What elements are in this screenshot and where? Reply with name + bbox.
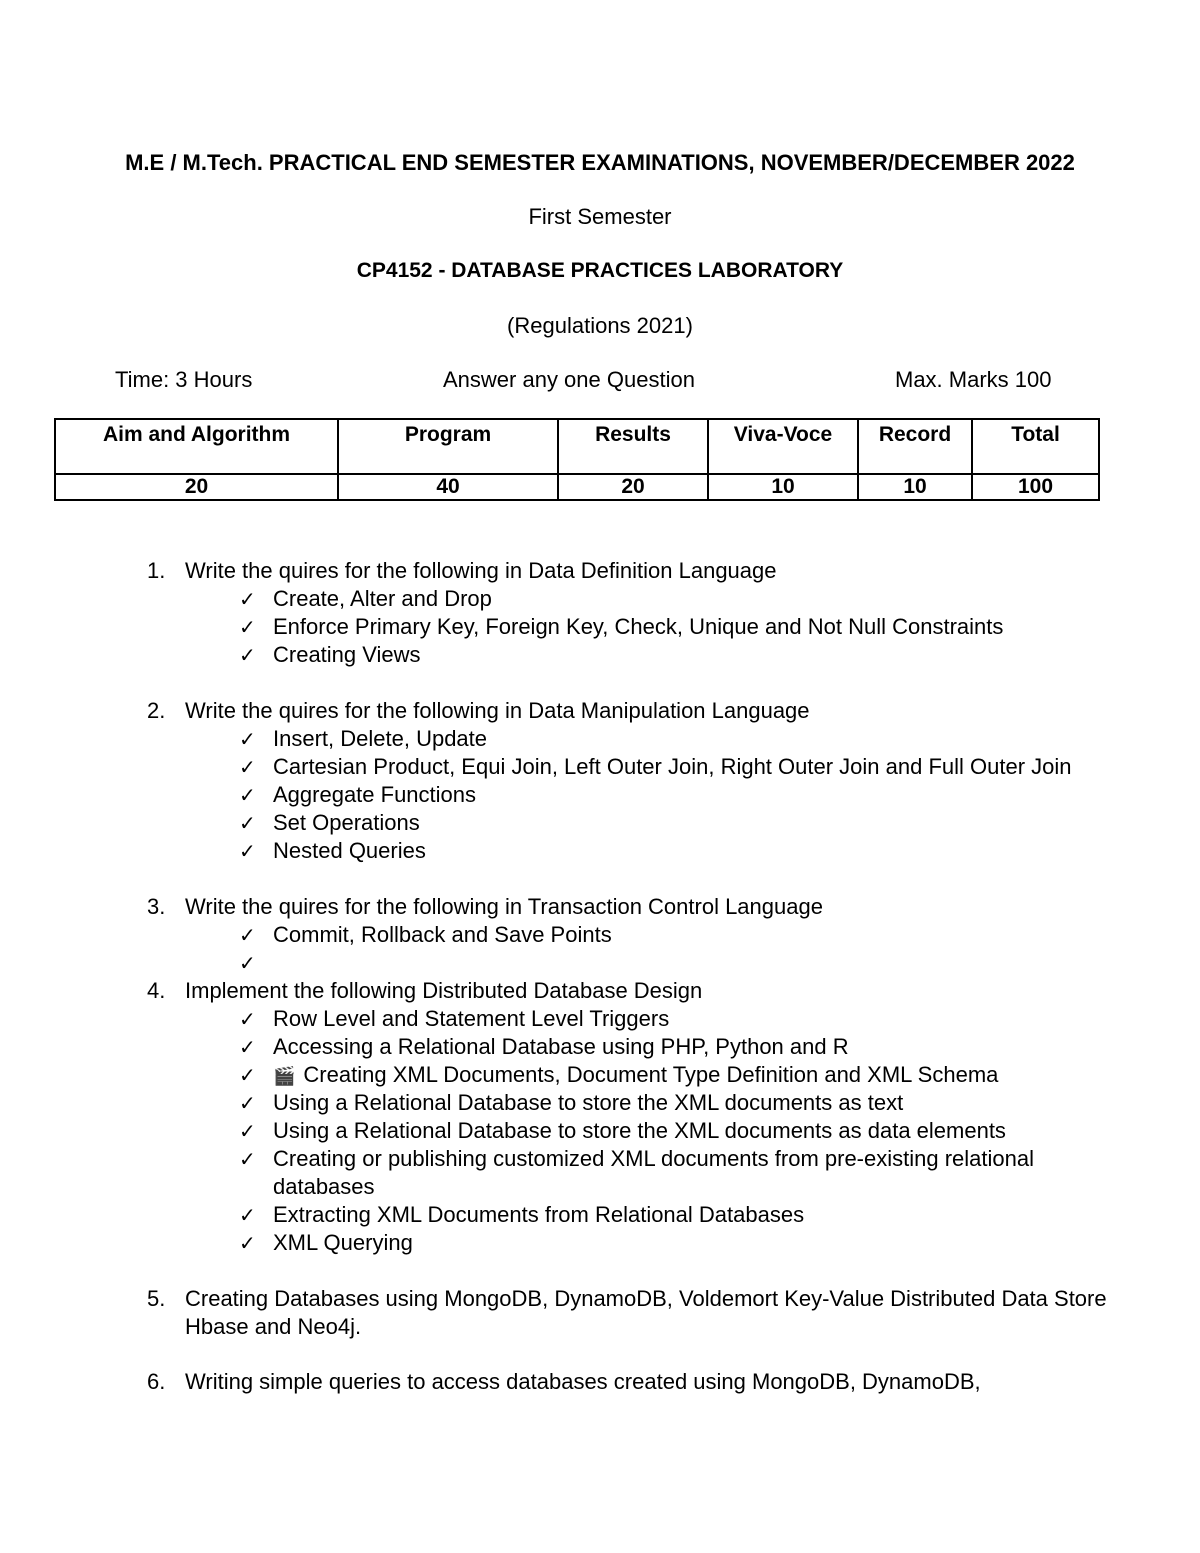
checkmark-icon: ✓: [239, 615, 256, 639]
question-text: Write the quires for the following in Data Definition Language: [185, 558, 777, 583]
exam-title: M.E / M.Tech. PRACTICAL END SEMESTER EXAMINATIONS, NOVEMBER/DECEMBER 2022: [125, 150, 1075, 175]
list-item: ✓ Cartesian Product, Equi Join, Left Outer Join, Right Outer Join and Full Outer Join: [239, 754, 1072, 779]
question-text: Write the quires for the following in Transaction Control Language: [185, 894, 823, 919]
marks-value-cell: 40: [338, 474, 558, 500]
question-number: 4.: [147, 978, 166, 1003]
checkmark-icon: ✓: [239, 1091, 256, 1115]
checkmark-icon: ✓: [239, 587, 256, 611]
question-items: [0, 921, 1200, 977]
list-item: ✓ Commit, Rollback and Save Points: [239, 922, 612, 947]
time-label: Time: 3 Hours: [115, 367, 253, 392]
marks-value-cell: 10: [858, 474, 972, 500]
list-item: ✓ Creating or publishing customized XML documents from pre-existing relational databases: [239, 1146, 1034, 1199]
marks-header-cell: Record: [858, 419, 972, 474]
list-item: ✓ Set Operations: [239, 810, 420, 835]
marks-header-cell: Results: [558, 419, 708, 474]
marks-header-cell: Aim and Algorithm: [55, 419, 338, 474]
checkmark-icon: ✓: [239, 1035, 256, 1059]
list-item: ✓ Row Level and Statement Level Triggers: [239, 1006, 670, 1031]
checkmark-icon: ✓: [239, 755, 256, 779]
checkmark-icon: ✓: [239, 1119, 256, 1143]
list-item: ✓ 🎬 Creating XML Documents, Document Type Definition and XML Schema: [239, 1062, 999, 1087]
question-items: [0, 585, 1200, 669]
marks-value-cell: 20: [558, 474, 708, 500]
max-marks-label: Max. Marks 100: [895, 367, 1052, 392]
marks-value-cell: 100: [972, 474, 1099, 500]
question-number: 6.: [147, 1369, 166, 1394]
checkmark-icon: ✓: [239, 1203, 256, 1227]
question-text: Write the quires for the following in Data Manipulation Language: [185, 698, 810, 723]
instruction-label: Answer any one Question: [443, 367, 695, 392]
clapperboard-icon: 🎬: [273, 1066, 296, 1087]
course-title: CP4152 - DATABASE PRACTICES LABORATORY: [356, 259, 844, 282]
list-item: ✓ Nested Queries: [239, 838, 426, 863]
list-item: ✓ XML Querying: [239, 1230, 413, 1255]
list-item: ✓ Extracting XML Documents from Relational Databases: [239, 1202, 805, 1227]
question-items: [0, 725, 1200, 865]
question-text: Creating Databases using MongoDB, DynamoDB, Voldemort Key-Value Distributed Data Store Hbase and Neo4j.: [185, 1286, 1107, 1339]
list-item: ✓ Insert, Delete, Update: [239, 726, 488, 751]
semester-label: First Semester: [528, 204, 672, 229]
question-text: Writing simple queries to access databases created using MongoDB, DynamoDB,: [185, 1369, 981, 1394]
checkmark-icon: ✓: [239, 1231, 256, 1255]
marks-header-cell: Viva-Voce: [708, 419, 858, 474]
checkmark-icon: ✓: [239, 951, 256, 975]
checkmark-icon: ✓: [239, 783, 256, 807]
list-item: ✓ Using a Relational Database to store the XML documents as data elements: [239, 1118, 1006, 1143]
list-item: ✓ Create, Alter and Drop: [239, 586, 492, 611]
list-item: ✓ Aggregate Functions: [239, 782, 477, 807]
marks-header-row: [55, 419, 1099, 474]
question-number: 1.: [147, 558, 166, 583]
question-items: [0, 1005, 1200, 1257]
checkmark-icon: ✓: [239, 839, 256, 863]
list-item: ✓ Enforce Primary Key, Foreign Key, Check, Unique and Not Null Constraints: [239, 614, 1004, 639]
list-item: ✓ Accessing a Relational Database using PHP, Python and R: [239, 1034, 849, 1059]
marks-header-cell: Total: [972, 419, 1099, 474]
list-item: [0, 949, 1200, 977]
checkmark-icon: ✓: [239, 1063, 256, 1087]
checkmark-icon: ✓: [239, 727, 256, 751]
question-number: 3.: [147, 894, 166, 919]
marks-value-cell: 10: [708, 474, 858, 500]
question-text: Implement the following Distributed Database Design: [185, 978, 703, 1003]
regulations-label: (Regulations 2021): [507, 313, 693, 338]
checkmark-icon: ✓: [239, 643, 256, 667]
question-number: 2.: [147, 698, 166, 723]
marks-header-cell: Program: [338, 419, 558, 474]
checkmark-icon: ✓: [239, 1007, 256, 1031]
marks-value-row: [55, 474, 1099, 500]
list-item: ✓ Using a Relational Database to store the XML documents as text: [239, 1090, 904, 1115]
checkmark-icon: ✓: [239, 811, 256, 835]
list-item: ✓ Creating Views: [239, 642, 421, 667]
marks-table: [54, 418, 1100, 501]
checkmark-icon: ✓: [239, 1147, 256, 1171]
checkmark-icon: ✓: [239, 923, 256, 947]
question-number: 5.: [147, 1286, 166, 1311]
marks-value-cell: 20: [55, 474, 338, 500]
